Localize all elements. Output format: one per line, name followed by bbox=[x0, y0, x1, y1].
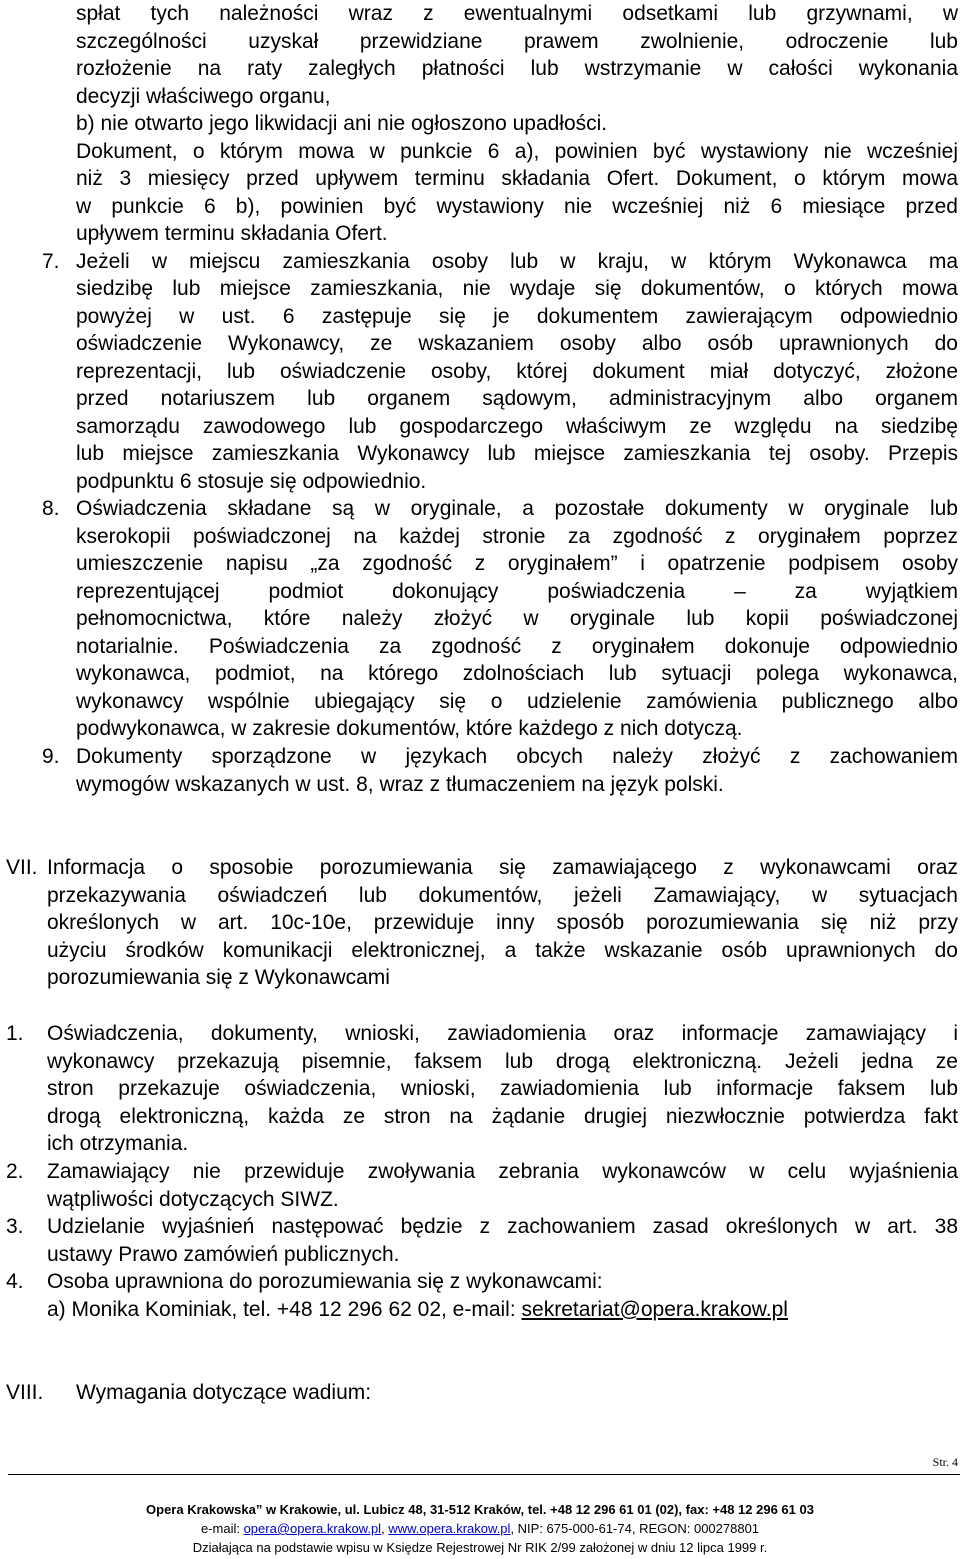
text-line: Oświadczenia, dokumenty, wnioski, zawiadomienia oraz informacje zamawiający i bbox=[47, 1022, 958, 1045]
text-line: przed notariuszem lub organem sądowym, administracyjnym albo organem bbox=[76, 387, 958, 410]
text-line: Oświadczenia składane są w oryginale, a pozostałe dokumenty w oryginale lub bbox=[76, 497, 958, 520]
text-line: powyżej w ust. 6 zastępuje się je dokumentem zawierającym odpowiednio bbox=[76, 304, 958, 328]
text-line: wykonawcy przekazują pisemnie, faksem lub drogą elektroniczną. Jeżeli jedna ze bbox=[47, 1049, 958, 1073]
text-line: pełnomocnictwa, które należy złożyć w oryginale lub kopii poświadczonej bbox=[76, 607, 958, 630]
text-line: określonych w art. 10c-10e, przewiduje inny sposób porozumiewania się niż przy bbox=[47, 911, 958, 934]
contact-email-link[interactable]: sekretariat@opera.krakow.pl bbox=[521, 1297, 788, 1321]
item-number: 2. bbox=[6, 1160, 24, 1183]
footer-divider bbox=[8, 1474, 960, 1475]
text-line: lub miejsce zamieszkania Wykonawcy lub miejsce zamieszkania tej osoby. Przepis bbox=[76, 442, 958, 465]
text-line: siedzibę lub miejsce zamieszkania, nie wydaje się dokumentów, o których mowa bbox=[76, 277, 958, 300]
text-line: porozumiewania się z Wykonawcami bbox=[47, 966, 390, 989]
text-line: umieszczenie napisu „za zgodność z oryginałem” i opatrzenie podpisem osoby bbox=[76, 552, 958, 575]
text-line: samorządu zawodowego lub gospodarczego właściwym ze względu na siedzibę bbox=[76, 414, 958, 438]
text-line: Udzielanie wyjaśnień następować będzie z zachowaniem zasad określonych w art. 38 bbox=[47, 1215, 958, 1238]
item-number: 1. bbox=[6, 1022, 24, 1045]
section-number: VIII. bbox=[6, 1381, 44, 1404]
text-line: szczególności uzyskał przewidziane prawem zwolnienie, odroczenie lub bbox=[76, 29, 958, 53]
text-line: użyciu środków komunikacji elektronicznej, a także wskazanie osób uprawnionych do bbox=[47, 938, 958, 962]
text-line: ich otrzymania. bbox=[47, 1132, 189, 1155]
text-line: drogą elektroniczną, każda ze stron na żądanie drugiej niezwłocznie potwierdza fakt bbox=[47, 1104, 958, 1128]
text-line: rozłożenie na raty zaległych płatności lub wstrzymanie w całości wykonania bbox=[76, 57, 958, 80]
text-line: Jeżeli w miejscu zamieszkania osoby lub w kraju, w którym Wykonawca ma bbox=[76, 249, 958, 273]
text-line: Zamawiający nie przewiduje zwoływania zebrania wykonawców w celu wyjaśnienia bbox=[47, 1160, 958, 1183]
footer-email-label: e-mail: bbox=[200, 1521, 244, 1536]
footer-tax-ids: , NIP: 675-000-61-74, REGON: 000278801 bbox=[510, 1521, 760, 1536]
page-number: Str. 4 bbox=[932, 1455, 958, 1469]
text-line: wykonawca, podmiot, na którego zdolnościach lub sytuacji polega wykonawca, bbox=[76, 662, 958, 685]
section-title: Wymagania dotyczące wadium: bbox=[76, 1381, 372, 1404]
text-line: w punkcie 6 b), powinien być wystawiony nie wcześniej niż 6 miesiące przed bbox=[76, 194, 958, 218]
text-line: upływem terminu składania Ofert. bbox=[76, 222, 388, 245]
item-number: 8. bbox=[42, 497, 60, 520]
text-line: Osoba uprawniona do porozumiewania się z wykonawcami: bbox=[47, 1270, 603, 1293]
section-number: VII. bbox=[6, 856, 38, 879]
item-number: 9. bbox=[42, 745, 60, 768]
text-line: podwykonawca, w zakresie dokumentów, które każdego z nich dotyczą. bbox=[76, 717, 743, 740]
text-line: wątpliwości dotyczących SIWZ. bbox=[47, 1187, 339, 1211]
item-number: 3. bbox=[6, 1215, 24, 1238]
text-line: reprezentującej podmiot dokonujący poświadczenia – za wyjątkiem bbox=[76, 579, 958, 603]
item-number: 7. bbox=[42, 249, 60, 273]
text-line: b) nie otwarto jego likwidacji ani nie ogłoszono upadłości. bbox=[76, 112, 608, 135]
text-line: spłat tych należności wraz z ewentualnymi odsetkami lub grzywnami, w bbox=[76, 2, 958, 25]
text-line: Dokumenty sporządzone w językach obcych należy złożyć z zachowaniem bbox=[76, 745, 958, 768]
text-line: stron przekazuje oświadczenia, wnioski, zawiadomienia lub informacje faksem lub bbox=[47, 1077, 958, 1100]
contact-text: a) Monika Kominiak, tel. +48 12 296 62 02, e-mail: bbox=[47, 1297, 522, 1321]
footer-address: Opera Krakowska” w Krakowie, ul. Lubicz 48, 31-512 Kraków, tel. +48 12 296 61 01 (02), fax: +48 12 296 61 03 bbox=[146, 1502, 814, 1517]
text-line: niż 3 miesięcy przed upływem terminu składania Ofert. Dokument, o którym mowa bbox=[76, 167, 958, 190]
contact-line bbox=[47, 1296, 788, 1324]
text-line: Informacja o sposobie porozumiewania się zamawiającego z wykonawcami oraz bbox=[47, 856, 958, 879]
text-line: wymogów wskazanych w ust. 8, wraz z tłumaczeniem na język polski. bbox=[76, 772, 724, 796]
text-line: kserokopii poświadczonej na każdej stronie za zgodność z oryginałem poprzez bbox=[76, 524, 958, 548]
item-number: 4. bbox=[6, 1270, 24, 1293]
text-line: Dokument, o którym mowa w punkcie 6 a), powinien być wystawiony nie wcześniej bbox=[76, 139, 958, 163]
footer-website-link[interactable]: www.opera.krakow.pl bbox=[388, 1521, 511, 1536]
footer-contacts bbox=[0, 1519, 960, 1538]
text-line: ustawy Prawo zamówień publicznych. bbox=[47, 1242, 400, 1266]
text-line: podpunktu 6 stosuje się odpowiednio. bbox=[76, 469, 427, 493]
text-line: reprezentacji, lub oświadczenie osoby, której dokument miał dotyczyć, złożone bbox=[76, 359, 958, 383]
text-line: wykonawcy wspólnie ubiegający się o udzielenie zamówienia publicznego albo bbox=[76, 689, 958, 713]
footer-email-link[interactable]: opera@opera.krakow.pl bbox=[243, 1521, 382, 1536]
text-line: decyzji właściwego organu, bbox=[76, 84, 331, 108]
text-line: oświadczenie Wykonawcy, ze wskazaniem osoby albo osób uprawnionych do bbox=[76, 332, 958, 355]
text-line: notarialnie. Poświadczenia za zgodność z oryginałem dokonuje odpowiednio bbox=[76, 634, 958, 658]
footer-registry: Działająca na podstawie wpisu w Księdze Rejestrowej Nr RIK 2/99 założonej w dniu 12 lipca 1999 r. bbox=[192, 1540, 768, 1555]
footer-separator: , bbox=[381, 1521, 389, 1536]
text-line: przekazywania oświadczeń lub dokumentów, jeżeli Zamawiający, w sytuacjach bbox=[47, 883, 958, 907]
